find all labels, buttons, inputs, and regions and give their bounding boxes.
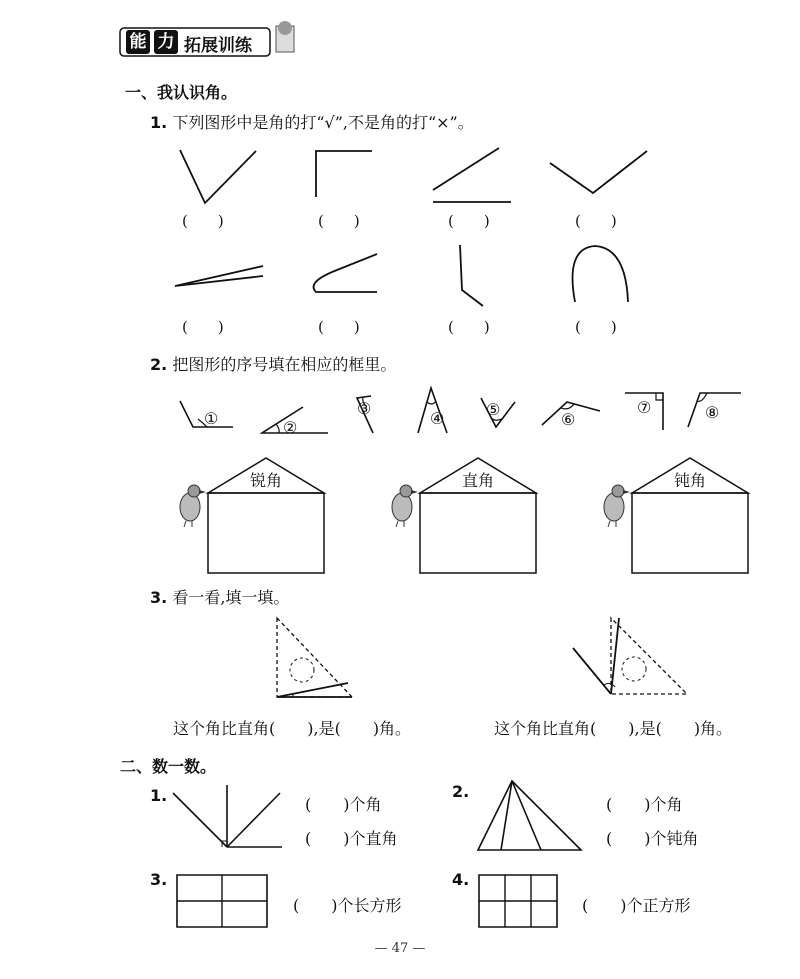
s2-q3-line1: ( )个长方形 — [293, 896, 402, 915]
s2-q1-line2: ( )个直角 — [305, 829, 398, 848]
house-box-obtuse[interactable] — [632, 493, 748, 573]
bird-icon — [180, 485, 206, 527]
bird-icon — [604, 485, 630, 527]
figure-arch — [573, 246, 629, 302]
s2-q1-figure — [170, 785, 290, 855]
figure-bent-line — [460, 245, 483, 306]
q1-figures-row2 — [170, 240, 770, 315]
marker-3: ③ — [357, 399, 372, 418]
q2-text: 把图形的序号填在相应的框里。 — [172, 355, 397, 374]
q3-angle-right — [573, 648, 611, 694]
section1-title: 一、我认识角。 — [125, 83, 238, 102]
house-box-acute[interactable] — [208, 493, 324, 573]
section2-title: 二、数一数。 — [120, 757, 217, 776]
house-box-right[interactable] — [420, 493, 536, 573]
figure-wide-angle — [550, 151, 647, 193]
q3-sentence-left: 这个角比直角( ),是( )角。 — [173, 719, 412, 738]
answer-paren[interactable]: ( ) — [575, 318, 617, 336]
answer-paren[interactable]: ( ) — [182, 212, 224, 230]
answer-paren[interactable]: ( ) — [448, 318, 490, 336]
marker-8: ⑧ — [705, 403, 720, 422]
q2-angle-figures — [170, 385, 770, 440]
s2-q3-label: 3. — [150, 870, 168, 889]
answer-paren[interactable]: ( ) — [318, 318, 360, 336]
answer-paren[interactable]: ( ) — [182, 318, 224, 336]
s2-q1-label: 1. — [150, 786, 168, 805]
banner-box-2: 力 — [154, 30, 178, 54]
s2-q4-line1: ( )个正方形 — [582, 896, 691, 915]
s2-q2-line1: ( )个角 — [606, 795, 683, 814]
marker-5: ⑤ — [486, 400, 501, 419]
q1-label: 1. — [150, 113, 168, 132]
s2-q2-label: 2. — [452, 782, 470, 801]
s2-q2-figure — [475, 778, 590, 853]
answer-paren[interactable]: ( ) — [448, 212, 490, 230]
house-label-right: 直角 — [461, 471, 494, 490]
marker-4: ④ — [430, 409, 445, 428]
marker-6: ⑥ — [561, 410, 576, 429]
figure-separate-line-a — [433, 148, 499, 190]
q1-prompt — [150, 110, 474, 133]
q3-angle-left — [277, 683, 348, 697]
s2-q2-line2: ( )个钝角 — [606, 829, 699, 848]
figure-v-angle — [180, 150, 256, 203]
answer-paren[interactable]: ( ) — [575, 212, 617, 230]
page-number: — 47 — — [374, 941, 426, 956]
q3-label: 3. — [150, 588, 168, 607]
q1-text: 下列图形中是角的打“√”,不是角的打“×”。 — [172, 113, 474, 132]
bird-icon — [392, 485, 418, 527]
house-label-acute: 锐角 — [249, 471, 282, 490]
marker-1: ① — [204, 409, 219, 428]
s2-q4-figure — [477, 873, 562, 930]
answer-paren[interactable]: ( ) — [318, 212, 360, 230]
set-square-right — [611, 618, 687, 694]
q3-figures — [270, 615, 700, 705]
s2-q1-line1: ( )个角 — [305, 795, 382, 814]
q3-text: 看一看,填一填。 — [172, 588, 290, 607]
s2-q4-label: 4. — [452, 870, 470, 889]
q3-prompt — [150, 585, 289, 608]
q2-prompt — [150, 352, 396, 375]
s2-q3-figure — [175, 873, 270, 930]
banner-box-1: 能 — [126, 30, 150, 54]
house-label-obtuse: 钝角 — [673, 471, 706, 490]
figure-narrow-angle — [175, 266, 263, 286]
q2-label: 2. — [150, 355, 168, 374]
q3-sentence-right: 这个角比直角( ),是( )角。 — [494, 719, 733, 738]
banner-title: 拓展训练 — [184, 36, 252, 56]
q1-figures-row1 — [170, 145, 770, 215]
figure-curved-corner — [314, 254, 377, 292]
marker-2: ② — [283, 418, 298, 437]
marker-7: ⑦ — [637, 398, 652, 417]
figure-corner — [316, 151, 372, 197]
